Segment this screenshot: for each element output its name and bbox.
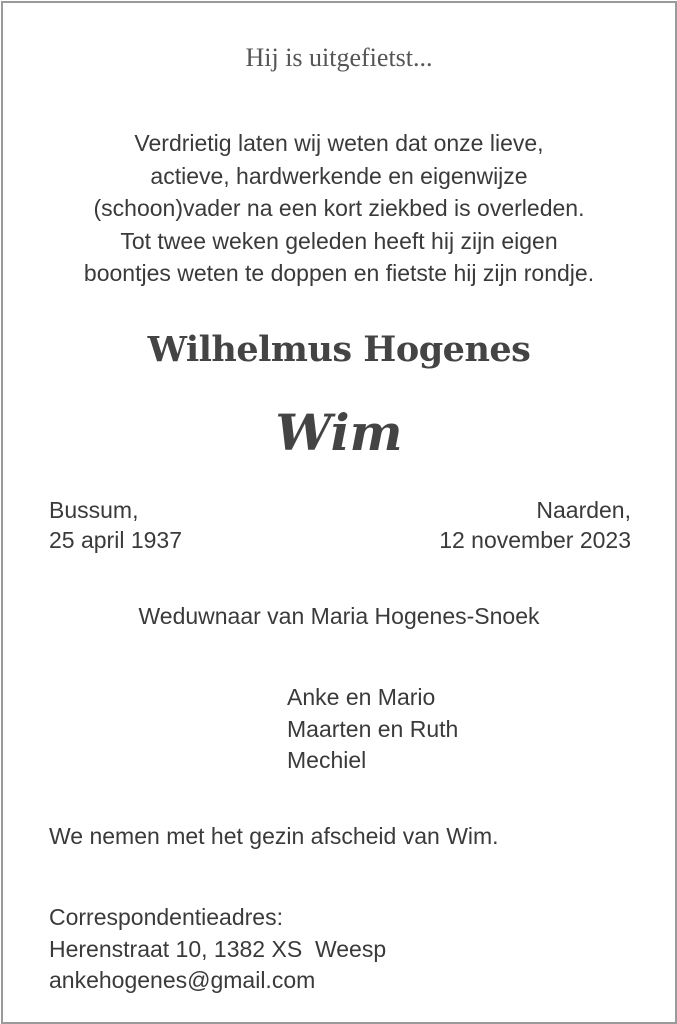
intro-line: Tot twee weken geleden heeft hij zijn eigen [120,227,558,254]
family-member: Anke en Mario [287,684,436,710]
birth-place: Bussum, [49,497,139,523]
intro-text [3,127,675,290]
intro-line: boontjes weten te doppen en fietste hij zijn rondje. [83,260,595,286]
correspondence-label: Correspondentieadres: [49,904,283,930]
intro-line: actieve, hardwerkende en eigenwijze [150,162,528,189]
intro-line: Verdrietig laten wij weten dat onze lieve, [134,130,544,156]
family-list [287,682,458,777]
correspondence-block [49,902,386,997]
family-member: Maarten en Ruth [287,715,459,742]
birth-info [49,495,182,555]
deceased-full-name: Wilhelmus Hogenes [147,329,531,370]
correspondence-address: Herenstraat 10, 1382 XS Weesp [49,935,387,962]
death-info [439,495,631,555]
farewell-line: We nemen met het gezin afscheid van Wim. [49,823,499,849]
intro-line: (schoon)vader na een kort ziekbed is overleden. [93,195,585,221]
death-date: 12 november 2023 [439,527,631,553]
opening-line: Hij is uitgefietst... [245,43,433,72]
deceased-call-name: Wim [275,403,403,462]
family-member: Mechiel [287,747,367,773]
obituary-card [1,1,677,1024]
correspondence-email: ankehogenes@gmail.com [49,967,316,993]
death-place: Naarden, [536,497,631,523]
birth-date: 25 april 1937 [49,527,182,553]
widower-line: Weduwnaar van Maria Hogenes-Snoek [138,603,540,629]
